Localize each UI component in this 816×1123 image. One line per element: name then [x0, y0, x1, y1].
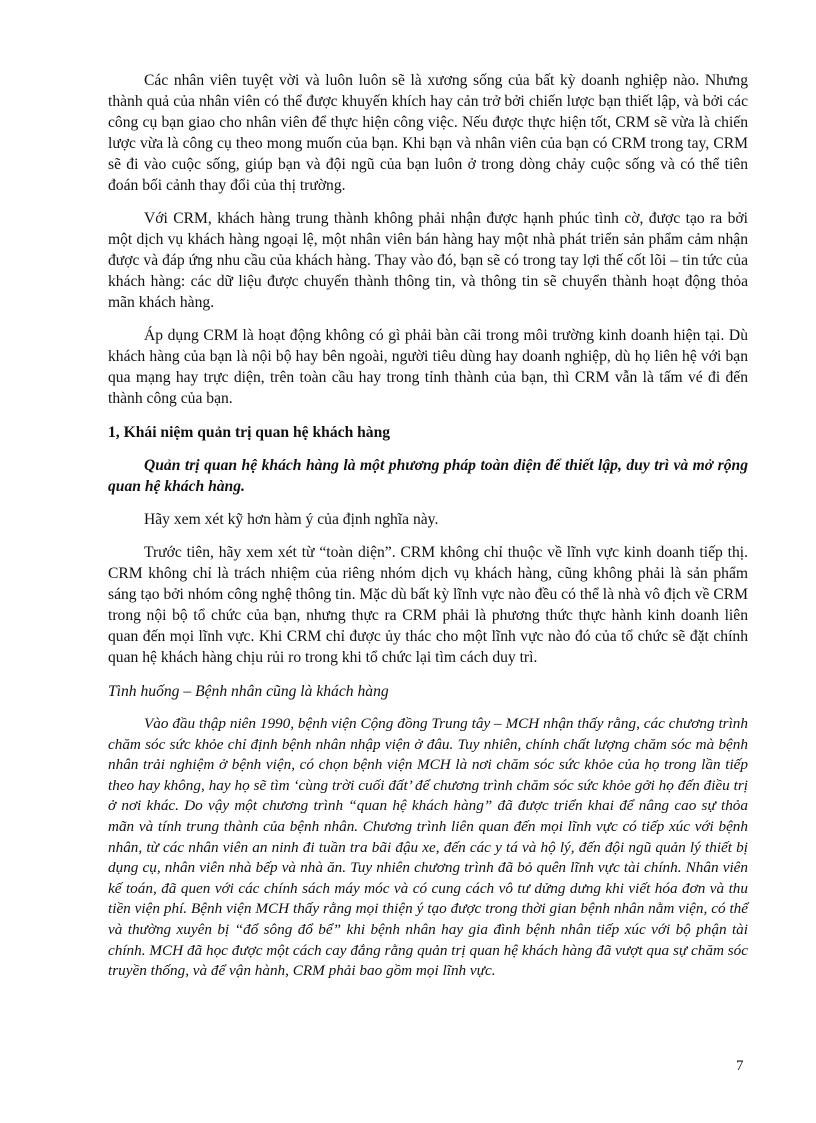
document-page — [108, 70, 748, 982]
page-number: 7 — [736, 1058, 744, 1074]
section-heading: 1, Khái niệm quản trị quan hệ khách hàng — [108, 424, 391, 441]
paragraph-apply-crm: Áp dụng CRM là hoạt động không có gì phải bàn cãi trong môi trường kinh doanh hiện tại. Dù khách hàng của bạn là nội bộ hay bên ngoài, người tiêu dùng hay doanh nghiệp, dù họ liên hệ với bạn qua mạng hay trực diện, trên toàn cầu hay trong tỉnh thành của bạn, thì CRM vẫn là tấm vé đi đến thành công của bạn. — [108, 327, 748, 407]
paragraph-employees: Các nhân viên tuyệt vời và luôn luôn sẽ là xương sống của bất kỳ doanh nghiệp nào. Nhưng thành quả của nhân viên có thể được khuyến khích hay cản trở bởi chiến lược bạn thiết lập, và bởi các công cụ bạn giao cho nhân viên để thực hiện công việc. Nếu được thực hiện tốt, CRM sẽ vừa là chiến lược vừa là công cụ theo mong muốn của bạn. Khi bạn và nhân viên của bạn có CRM trong tay, CRM sẽ đi vào cuộc sống, giúp bạn và đội ngũ của bạn luôn ở trong dòng chảy cuộc sống và có thể tiên đoán bối cảnh thay đổi của thị trường. — [108, 72, 748, 194]
crm-definition: Quản trị quan hệ khách hàng là một phương pháp toàn diện để thiết lập, duy trì và mở rộng quan hệ khách hàng. — [108, 457, 748, 495]
paragraph-holistic: Trước tiên, hãy xem xét từ “toàn diện”. CRM không chỉ thuộc về lĩnh vực kinh doanh tiếp thị. CRM không chỉ là trách nhiệm của riêng nhóm dịch vụ khách hàng, cũng không phải là sản phẩm sáng tạo bởi nhóm công nghệ thông tin. Mặc dù bất kỳ lĩnh vực nào đều có thể là nhà vô địch về CRM trong nội bộ tổ chức của bạn, nhưng thực ra CRM phải là phương thức thực hành kinh doanh liên quan đến mọi lĩnh vực. Khi CRM chỉ được ủy thác cho một lĩnh vực nào đó của tổ chức sẽ đặt chính quan hệ khách hàng chịu rủi ro trong khi tổ chức lại tìm cách duy trì. — [108, 544, 748, 666]
paragraph-loyal-customers: Với CRM, khách hàng trung thành không phải nhận được hạnh phúc tình cờ, được tạo ra bởi một dịch vụ khách hàng ngoại lệ, một nhân viên bán hàng hay một nhà phát triển sản phẩm cảm nhận được và đáp ứng nhu cầu của khách hàng. Thay vào đó, bạn sẽ có trong tay lợi thế cốt lõi – tin tức của khách hàng: các dữ liệu được chuyển thành thông tin, và thông tin sẽ chuyển thành hoạt động thỏa mãn khách hàng. — [108, 210, 748, 311]
case-study-body: Vào đầu thập niên 1990, bệnh viện Cộng đồng Trung tây – MCH nhận thấy rằng, các chương trình chăm sóc sức khỏe chỉ định bệnh nhân nhập viện ở đâu. Tuy nhiên, chính chất lượng chăm sóc mà bệnh nhân trải nghiệm ở bệnh viện, có chọn bệnh viện MCH là nơi chăm sóc sức khỏe của họ trong lần tiếp theo hay không, hay họ sẽ tìm ‘cùng trời cuối đất’ để chương trình chăm sóc sức khỏe gởi họ đến điều trị ở nơi khác. Do vậy một chương trình “quan hệ khách hàng” đã được triển khai để nâng cao sự thỏa mãn và tính trung thành của bệnh nhân. Chương trình liên quan đến mọi lĩnh vực có tiếp xúc với bệnh nhân, từ các nhân viên an ninh đi tuần tra bãi đậu xe, đến các y tá và hộ lý, đến đội ngũ quản lý thiết bị dụng cụ, nhân viên nhà bếp và nhà ăn. Tuy nhiên chương trình đã bỏ quên lĩnh vực tài chính. Nhân viên kế toán, đã quen với các chính sách máy móc và có cung cách vô tư dửng dưng khi viết hóa đơn và thu tiền viện phí. Bệnh viện MCH thấy rằng mọi thiện ý tạo được trong thời gian bệnh nhân nằm viện, có thể và thường xuyên bị “đổ sông đổ bể” khi bệnh nhân hay gia đình bệnh nhân tiếp xúc với bộ phận tài chính. MCH đã học được một cách cay đắng rằng quản trị quan hệ khách hàng đã vượt qua sự chăm sóc truyền thống, và để vận hành, CRM phải bao gồm mọi lĩnh vực. — [108, 715, 748, 980]
paragraph-consider-meaning: Hãy xem xét kỹ hơn hàm ý của định nghĩa này. — [144, 511, 439, 528]
case-study-title: Tình huống – Bệnh nhân cũng là khách hàng — [108, 683, 389, 700]
